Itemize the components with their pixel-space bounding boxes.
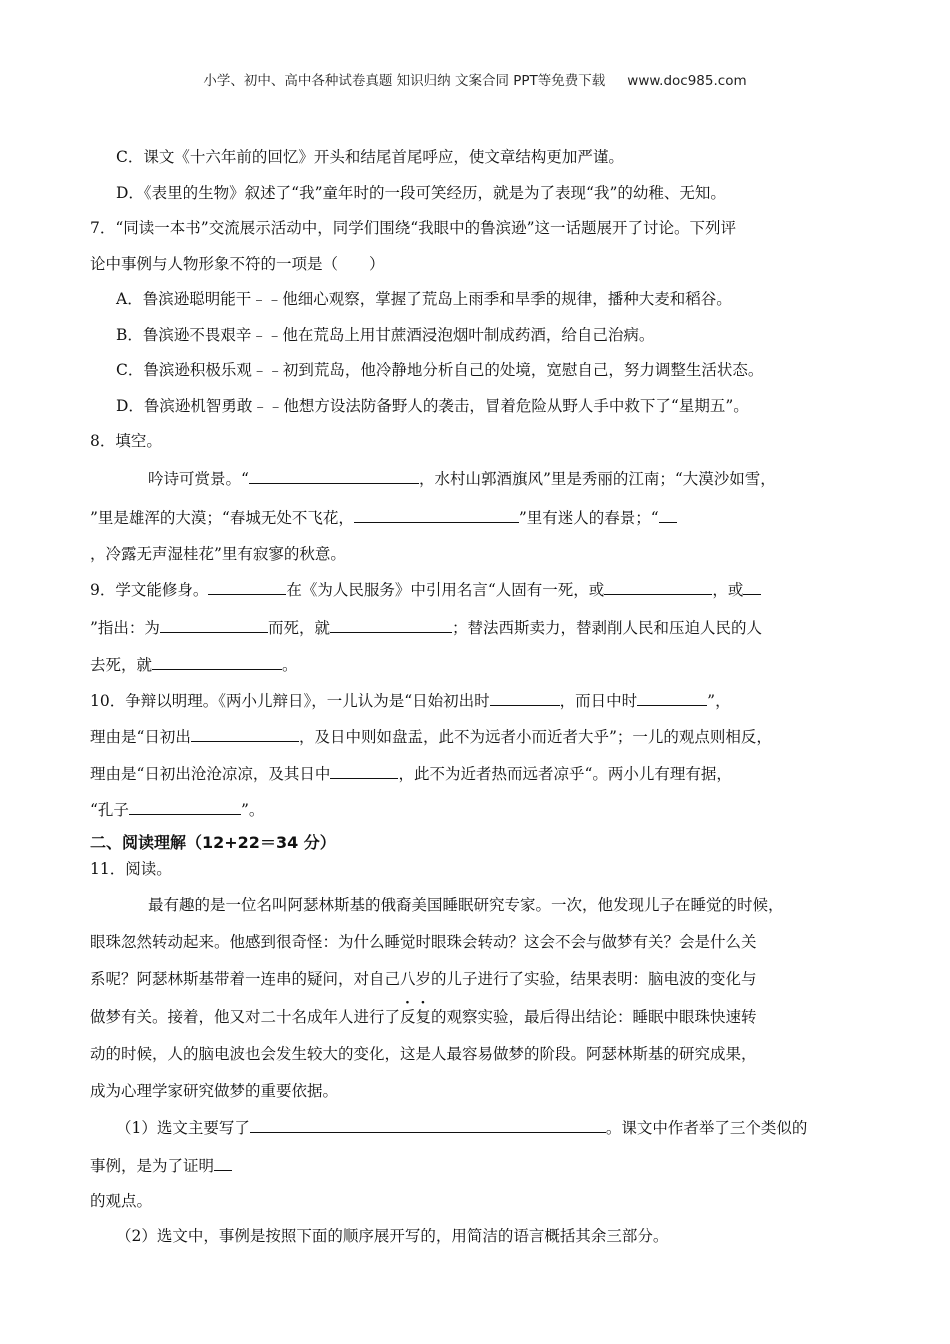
q7-stem-line2: 论中事例与人物形象不符的一项是（ ） [90,255,385,273]
q8-line3: ，冷露无声湿桂花”里有寂寥的秋意。 [90,545,346,563]
q11-title: 11．阅读。 [90,860,172,878]
q6-option-c: C．课文《十六年前的回忆》开头和结尾首尾呼应，使文章结构更加严谨。 [116,148,624,166]
q8-line2: ”里是雄浑的大漠；“春城无处不飞花， ”里有迷人的春景；“ [90,506,677,529]
q9-line2: ”指出：为 而死，就 ；替法西斯卖力，替剥削人民和压迫人民的人 [90,616,762,639]
q9-blank-2[interactable] [604,578,712,595]
emphasis-char-1: 反 [400,1008,416,1026]
q11-sub1-line2: 事例，是为了证明 [90,1154,232,1177]
q9-line3: 去死，就 。 [90,653,298,676]
q9-blank-5[interactable] [330,616,452,633]
q7-option-c: C．鲁滨逊积极乐观﹣﹣初到荒岛，他冷静地分析自己的处境，宽慰自己，努力调整生活状态。 [116,361,764,379]
q11-passage-line6: 成为心理学家研究做梦的重要依据。 [90,1082,339,1100]
q11-passage-line1: 最有趣的是一位名叫阿瑟林斯基的俄裔美国睡眠研究专家。一次，他发现儿子在睡觉的时候， [148,896,784,914]
q11-blank-2[interactable] [214,1154,232,1171]
emphasis-char-2: 复 [415,1008,432,1026]
header-url[interactable]: www.doc985.com [627,73,747,89]
q9-blank-3[interactable] [743,578,761,595]
q10-blank-4[interactable] [330,762,398,779]
q7-option-a: A．鲁滨逊聪明能干﹣﹣他细心观察，掌握了荒岛上雨季和旱季的规律，播种大麦和稻谷。 [116,290,732,308]
header-text: 小学、初中、高中各种试卷真题 知识归纳 文案合同 PPT等免费下载 [203,73,606,89]
q8-blank-2[interactable] [354,506,519,523]
q10-line3: 理由是“日初出沧沧凉凉，及其日中 ，此不为近者热而远者凉乎“。两小儿有理有据， [90,762,732,785]
q7-option-d: D．鲁滨逊机智勇敢﹣﹣他想方设法防备野人的袭击，冒着危险从野人手中救下了“星期五”。 [116,397,749,415]
section-2-title: 二、阅读理解（12+22＝34 分） [90,833,336,852]
q7-option-b: B．鲁滨逊不畏艰辛﹣﹣他在荒岛上用甘蔗酒浸泡烟叶制成药酒，给自己治病。 [116,326,655,344]
q11-passage-line4: 做梦有关。接着，他又对二十名成年人进行了反复的观察实验，最后得出结论：睡眠中眼珠快速转 [90,1008,757,1026]
q8-blank-1[interactable] [249,467,419,484]
page-header [0,69,950,89]
q11-sub1-line3: 的观点。 [90,1192,153,1210]
q10-blank-3[interactable] [191,725,299,742]
q9-blank-6[interactable] [152,653,282,670]
q8-title: 8．填空。 [90,432,162,450]
q9-line1: 9．学文能修身。 在《为人民服务》中引用名言“人固有一死，或 ，或 [90,578,761,601]
q10-blank-1[interactable] [490,689,560,706]
q10-line1: 10．争辩以明理。《两小儿辩日》，一儿认为是“日始初出时 ，而日中时 ”， [90,689,731,712]
q7-stem-line1: 7．“同读一本书”交流展示活动中，同学们围绕“我眼中的鲁滨逊”这一话题展开了讨论。下列评 [90,219,737,237]
q8-line1: 吟诗可赏景。“ ，水村山郭酒旗风”里是秀丽的江南；“大漠沙如雪， [148,467,776,490]
q9-blank-4[interactable] [160,616,268,633]
q10-line2: 理由是“日初出 ，及日中则如盘盂，此不为远者小而近者大乎”；一儿的观点则相反， [90,725,772,748]
q10-blank-5[interactable] [129,798,241,815]
q6-option-d: D．《表里的生物》叙述了“我”童年时的一段可笑经历，就是为了表现“我”的幼稚、无知。 [116,184,726,202]
q11-sub1-line1: （1）选文主要写了 。课文中作者举了三个类似的 [116,1116,807,1139]
q10-line4: “孔子 ”。 [90,798,264,821]
q10-blank-2[interactable] [637,689,707,706]
q11-blank-1[interactable] [250,1116,606,1133]
q11-sub2: （2）选文中，事例是按照下面的顺序展开写的，用简洁的语言概括其余三部分。 [116,1227,669,1245]
q8-blank-3[interactable] [659,506,677,523]
q11-passage-line5: 动的时候，人的脑电波也会发生较大的变化，这是人最容易做梦的阶段。阿瑟林斯基的研究成果， [90,1045,757,1063]
q11-passage-line2: 眼珠忽然转动起来。他感到很奇怪：为什么睡觉时眼珠会转动？这会不会与做梦有关？会是什么关 [90,933,757,951]
q11-passage-line3: 系呢？阿瑟林斯基带着一连串的疑问，对自己八岁的儿子进行了实验，结果表明：脑电波的变化与 [90,970,757,988]
q9-blank-1[interactable] [208,578,286,595]
